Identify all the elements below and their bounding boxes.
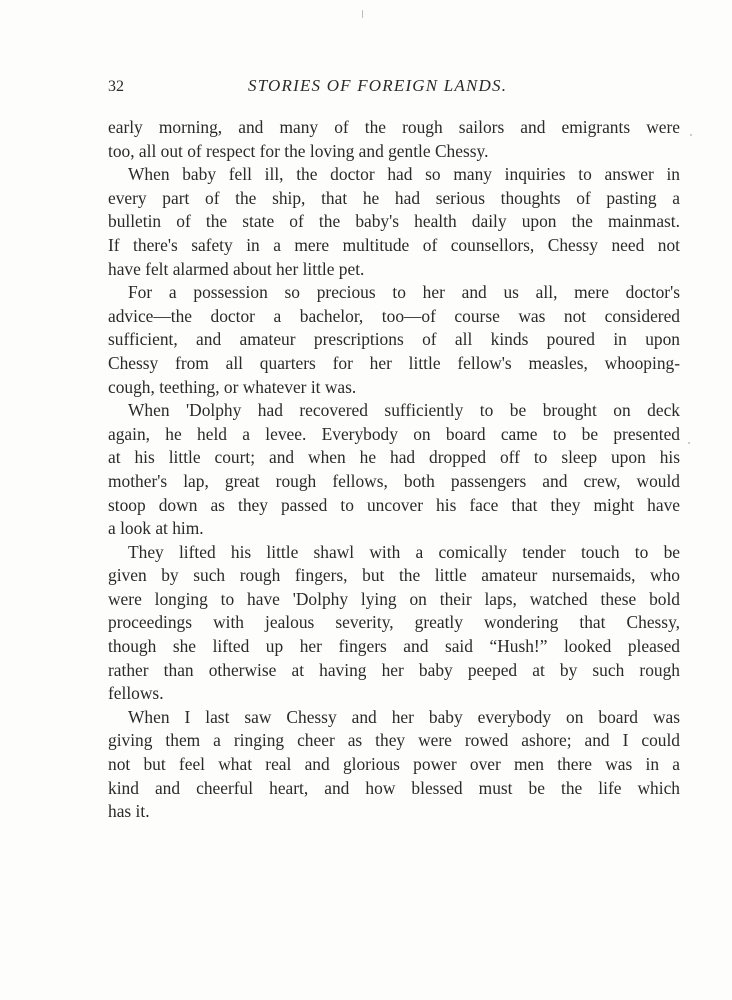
text-line: again, he held a levee. Everybody on board came to be presented: [108, 423, 680, 444]
text-line: mother's lap, great rough fellows, both passengers and crew, would: [108, 470, 680, 491]
paragraph: [108, 541, 680, 706]
text-line: has it.: [108, 801, 150, 822]
text-line: not but feel what real and glorious power over men there was in a: [108, 754, 680, 775]
paragraph: [108, 116, 680, 163]
text-line: When baby fell ill, the doctor had so many inquiries to answer in: [128, 164, 680, 185]
text-line: a look at him.: [108, 518, 204, 539]
scan-speck: [362, 10, 363, 18]
text-line: have felt alarmed about her little pet.: [108, 258, 365, 279]
text-line: stoop down as they passed to uncover his face that they might have: [108, 494, 680, 515]
text-line: fellows.: [108, 683, 164, 704]
text-line: though she lifted up her fingers and said “Hush!” looked pleased: [108, 636, 680, 657]
text-line: rather than otherwise at having her baby peeped at by such rough: [108, 659, 680, 680]
text-line: For a possession so precious to her and us all, mere doctor's: [128, 282, 680, 303]
paragraph: [108, 163, 680, 281]
scan-speck: [688, 442, 690, 444]
page-number: 32: [108, 78, 124, 95]
running-header: [108, 76, 680, 100]
paragraph: [108, 399, 680, 541]
text-line: When I last saw Chessy and her baby everybody on board was: [128, 706, 680, 727]
text-line: If there's safety in a mere multitude of counsellors, Chessy need not: [108, 234, 680, 255]
text-line: bulletin of the state of the baby's health daily upon the mainmast.: [108, 211, 680, 232]
text-line: cough, teething, or whatever it was.: [108, 376, 357, 397]
text-line: giving them a ringing cheer as they were rowed ashore; and I could: [108, 730, 680, 751]
text-line: sufficient, and amateur prescriptions of all kinds poured in upon: [108, 329, 680, 350]
text-line: kind and cheerful heart, and how blessed must be the life which: [108, 777, 680, 798]
text-line: proceedings with jealous severity, greatly wondering that Chessy,: [108, 612, 680, 633]
text-line: at his little court; and when he had dropped off to sleep upon his: [108, 447, 680, 468]
text-line: They lifted his little shawl with a comically tender touch to be: [128, 541, 680, 562]
text-line: were longing to have 'Dolphy lying on their laps, watched these bold: [108, 588, 680, 609]
page-body: [108, 116, 680, 824]
paragraph: [108, 281, 680, 399]
text-line: too, all out of respect for the loving and gentle Chessy.: [108, 140, 489, 161]
text-line: given by such rough fingers, but the little amateur nursemaids, who: [108, 565, 680, 586]
text-line: every part of the ship, that he had serious thoughts of pasting a: [108, 187, 680, 208]
running-title: STORIES OF FOREIGN LANDS.: [248, 76, 508, 95]
text-line: early morning, and many of the rough sailors and emigrants were: [108, 117, 680, 137]
text-line: advice—the doctor a bachelor, too—of course was not considered: [108, 305, 680, 326]
scan-speck: [690, 134, 692, 136]
text-line: When 'Dolphy had recovered sufficiently to be brought on deck: [128, 400, 680, 421]
paragraph: [108, 706, 680, 824]
text-line: Chessy from all quarters for her little fellow's measles, whooping-: [108, 352, 680, 373]
